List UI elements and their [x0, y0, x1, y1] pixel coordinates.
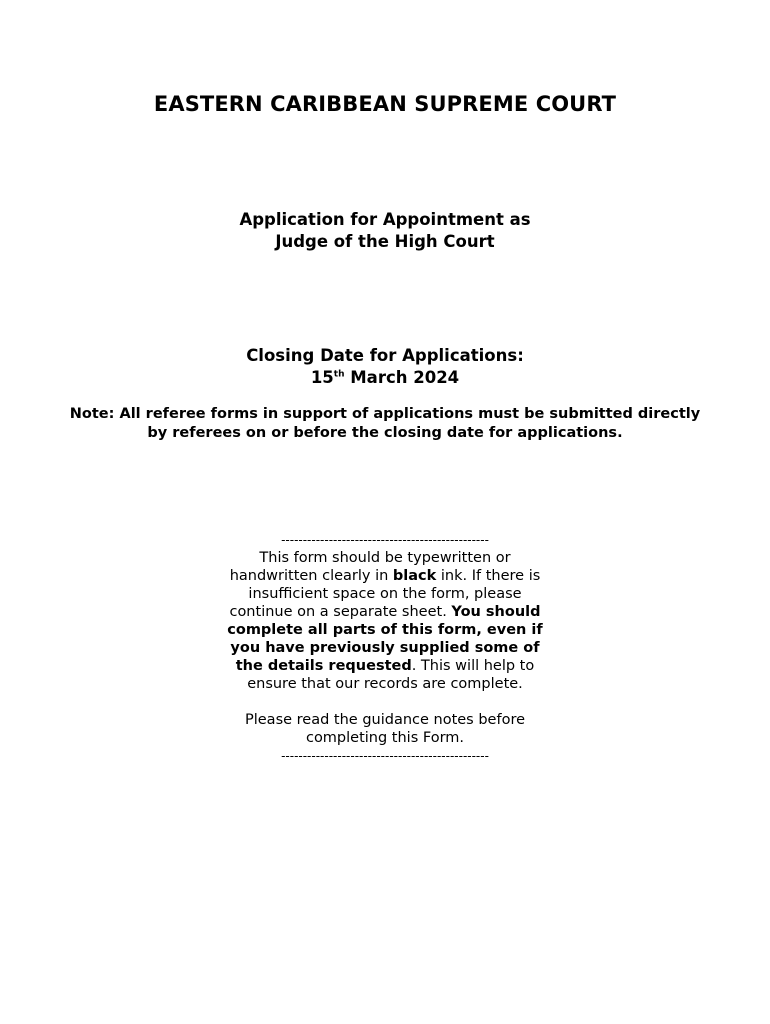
court-title: EASTERN CARIBBEAN SUPREME COURT [153, 92, 617, 116]
closing-date-day: 15 [310, 368, 334, 387]
closing-date-day-suffix: th [333, 369, 345, 380]
divider-top: ------------------------------------------------ [281, 533, 489, 547]
application-title-line-1: Application for Appointment as [239, 210, 531, 229]
divider-bottom: ------------------------------------------------ [281, 749, 489, 763]
instructions-text: . This will help to ensure that our records are complete. [247, 658, 535, 692]
referee-note: Note: All referee forms in support of applications must be submitted directly by referees on or before the closing date for applications. [69, 406, 701, 441]
instructions-emphasis-complete: You should complete all parts of this form, even if you have previously supplied some of the details requested [227, 604, 543, 674]
instructions-emphasis-black: black [392, 568, 437, 584]
instructions-paragraph-1 [220, 549, 550, 693]
application-title-line-2: Judge of the High Court [275, 232, 495, 251]
instructions-text: ink. If there is insufficient space on the form, please continue on a separate sheet. [229, 568, 541, 620]
closing-date-label: Closing Date for Applications: [246, 346, 524, 365]
closing-date-month-year: March 2024 [350, 368, 460, 387]
form-instructions [220, 531, 550, 765]
instructions-paragraph-2: Please read the guidance notes before completing this Form. [244, 712, 526, 746]
closing-date-block [0, 345, 770, 389]
application-title [0, 209, 770, 253]
instructions-text: This form should be typewritten or handwritten clearly in [229, 550, 511, 584]
closing-date-value [0, 367, 770, 389]
